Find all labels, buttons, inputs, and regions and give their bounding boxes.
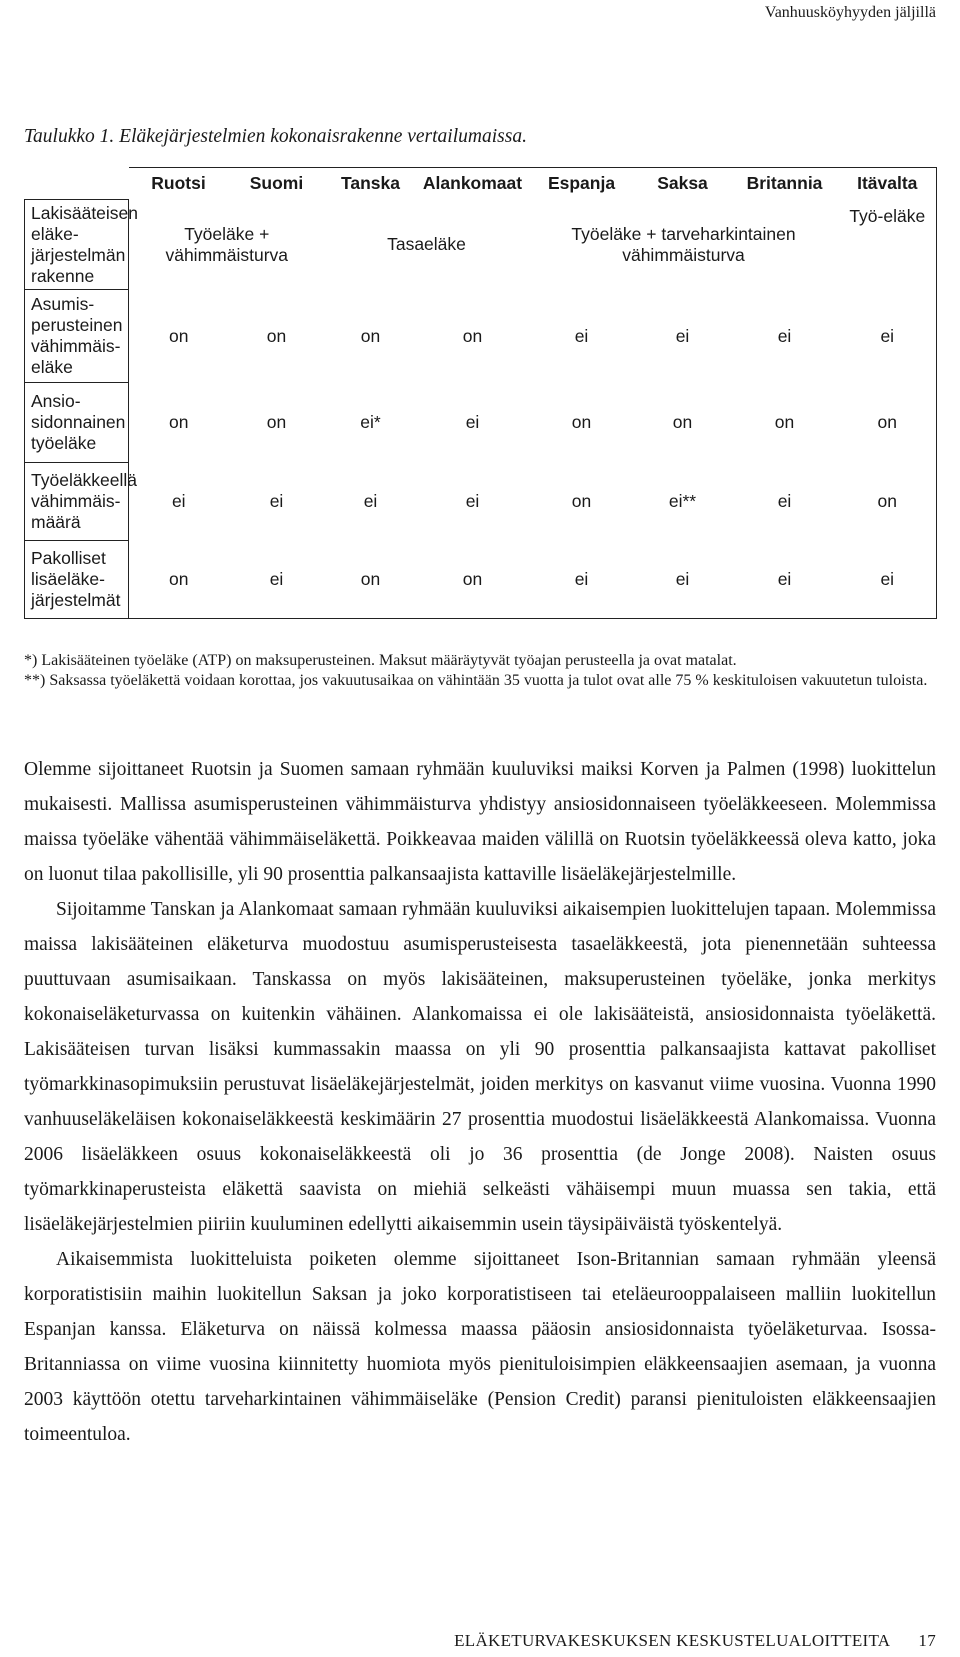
table-cell: on bbox=[839, 462, 937, 541]
table-cell: ei** bbox=[668, 490, 697, 511]
table-caption-label: Taulukko 1. bbox=[24, 126, 115, 147]
row-label: Asumis-perusteinen vähimmäis-eläke bbox=[25, 290, 129, 382]
table-cell: ei* bbox=[360, 411, 381, 432]
table-cell: ei bbox=[635, 541, 731, 619]
table-cell: on bbox=[360, 325, 381, 346]
structure-group-cell: Työeläke + tarveharkintainen vähimmäisturva bbox=[571, 223, 796, 265]
table-cell: ei bbox=[465, 411, 480, 432]
row-label: Lakisääteisen eläke-järjestelmän rakenne bbox=[25, 200, 129, 290]
column-header: Tanska bbox=[325, 168, 417, 200]
table-cell: on bbox=[774, 411, 795, 432]
table-cell: on bbox=[571, 411, 592, 432]
table-cell: ei bbox=[229, 541, 325, 619]
pension-structure-table bbox=[24, 167, 937, 619]
table-cell: on bbox=[169, 411, 189, 432]
structure-group-cell: Työeläke + vähimmäisturva bbox=[165, 223, 289, 265]
table-cell: on bbox=[672, 411, 693, 432]
series-title: ELÄKETURVAKESKUKSEN KESKUSTELUALOITTEITA bbox=[454, 1631, 891, 1650]
body-text bbox=[24, 752, 936, 1452]
header-corner bbox=[25, 168, 129, 200]
table-cell: ei bbox=[465, 490, 480, 511]
row-label: Ansio-sidonnainen työeläke bbox=[25, 382, 129, 462]
table-cell: ei bbox=[171, 490, 186, 511]
paragraph: Sijoitamme Tanskan ja Alankomaat samaan ryhmään kuuluviksi aikaisempien luokittelujen tapaan. Molemmissa maissa lakisääteinen eläketurva muodostuu asumisperusteisesta tasaeläkkeestä, jota pienennetään suhteessa puuttuvaan asumisaikaan. Tanskassa on myös lakisääteinen, maksuperusteinen työeläke, jonka merkitys kokonaiseläketurvassa on kuitenkin vähäinen. Alankomaissa ei ole lakisääteistä, ansiosidonnaista työeläkettä. Lakisääteisen turvan lisäksi kummassakin maassa on yli 90 prosenttia palkansaajista kattavat pakolliset työmarkkinasopimuksiin perustuvat lisäeläkejärjestelmät, joiden merkitys on kasvanut viime vuosina. Vuonna 1990 vanhuuseläkeläisen kokonaiseläkkeestä keskimäärin 27 prosenttia muodostui lisäeläkkeestä Alankomaissa. Vuonna 2006 lisäeläkkeen osuus kokonaiseläkkeestä oli jo 36 prosenttia (de Jonge 2008). Naisten osuus työmarkkinaperusteista eläkettä saavista on miehiä selkeästi vähäisempi muun muassa sen takia, että lisäeläkejärjestelmien piiriin kuuluminen edellytti aikaisemmin usein täysipäiväistä työskentelyä. bbox=[24, 899, 936, 1235]
column-header: Ruotsi bbox=[129, 168, 229, 200]
table-cell: on bbox=[169, 325, 189, 346]
table-cell: ei bbox=[269, 490, 284, 511]
table-cell: ei bbox=[839, 541, 937, 619]
paragraph: Olemme sijoittaneet Ruotsin ja Suomen samaan ryhmään kuuluviksi maiksi Korven ja Palmen (1998) luokittelun mukaisesti. Mallissa asumisperusteinen vähimmäisturva yhdistyy ansiosidonnaiseen työeläkkeeseen. Molemmissa maissa työeläke vähentää vähimmäiseläkettä. Poikkeavaa maiden välillä on Ruotsin työeläkkeessä oleva katto, joka on luonut tilaa pakollisille, yli 90 prosenttia palkansaajista kattaville lisäeläkejärjestelmille. bbox=[24, 759, 936, 885]
column-header: Espanja bbox=[529, 168, 635, 200]
table-caption bbox=[24, 126, 527, 148]
table-cell: on bbox=[266, 325, 287, 346]
running-head: Vanhuusköyhyyden jäljillä bbox=[764, 4, 936, 21]
table-cell: ei bbox=[574, 325, 589, 346]
table-cell: on bbox=[266, 411, 287, 432]
column-header: Saksa bbox=[635, 168, 731, 200]
table-cell: ei bbox=[777, 490, 792, 511]
table-footnotes bbox=[24, 651, 936, 691]
table-cell: ei bbox=[777, 325, 792, 346]
table-cell: on bbox=[462, 325, 483, 346]
table-cell: on bbox=[571, 490, 592, 511]
table-cell: on bbox=[839, 382, 937, 462]
table-caption-text: Eläkejärjestelmien kokonaisrakenne vertailumaissa. bbox=[119, 126, 527, 147]
table-cell: ei bbox=[363, 490, 378, 511]
paragraph: Aikaisemmista luokitteluista poiketen olemme sijoittaneet Ison-Britannian samaan ryhmään yleensä korporatistisiin maihin luokitellun Saksan ja joko korporatistiseen tai eteläeurooppalaiseen malliin luokitellun Espanjan kanssa. Eläketurva on näissä kolmessa maassa pääosin ansiosidonnaista työeläketurvaa. Isossa-Britanniassa on viime vuosina kiinnitetty huomiota myös pienituloisimpien eläkkeensaajien asemaan, ja vuonna 2003 käyttöön otettu tarveharkintainen vähimmäiseläke (Pension Credit) paransi pienituloisten eläkkeensaajien toimeentuloa. bbox=[24, 1249, 936, 1445]
row-label: Pakolliset lisäeläke-järjestelmät bbox=[25, 541, 129, 619]
page-footer bbox=[454, 1631, 936, 1651]
table-cell: ei bbox=[529, 541, 635, 619]
column-header: Itävalta bbox=[839, 168, 937, 200]
table-cell: on bbox=[129, 541, 229, 619]
table-cell: on bbox=[417, 541, 529, 619]
footnote: **) Saksassa työeläkettä voidaan korottaa, jos vakuutusaikaa on vähintään 35 vuotta ja tulot ovat alle 75 % keskituloisen vakuutetun tuloista. bbox=[24, 672, 928, 689]
table-cell: ei bbox=[675, 325, 690, 346]
structure-group-cell: Työ-eläke bbox=[839, 200, 937, 290]
footnote: *) Lakisääteinen työeläke (ATP) on maksuperusteinen. Maksut määräytyvät työajan perusteella ja ovat matalat. bbox=[24, 652, 737, 669]
table-cell: on bbox=[325, 541, 417, 619]
structure-group-cell: Tasaeläke bbox=[387, 234, 466, 255]
table-cell: ei bbox=[731, 541, 839, 619]
column-header: Suomi bbox=[229, 168, 325, 200]
row-label: Työeläkkeellä vähimmäis-määrä bbox=[25, 462, 129, 541]
page-number: 17 bbox=[918, 1631, 936, 1650]
table-cell: ei bbox=[839, 290, 937, 382]
column-header: Britannia bbox=[731, 168, 839, 200]
column-header: Alankomaat bbox=[417, 168, 529, 200]
